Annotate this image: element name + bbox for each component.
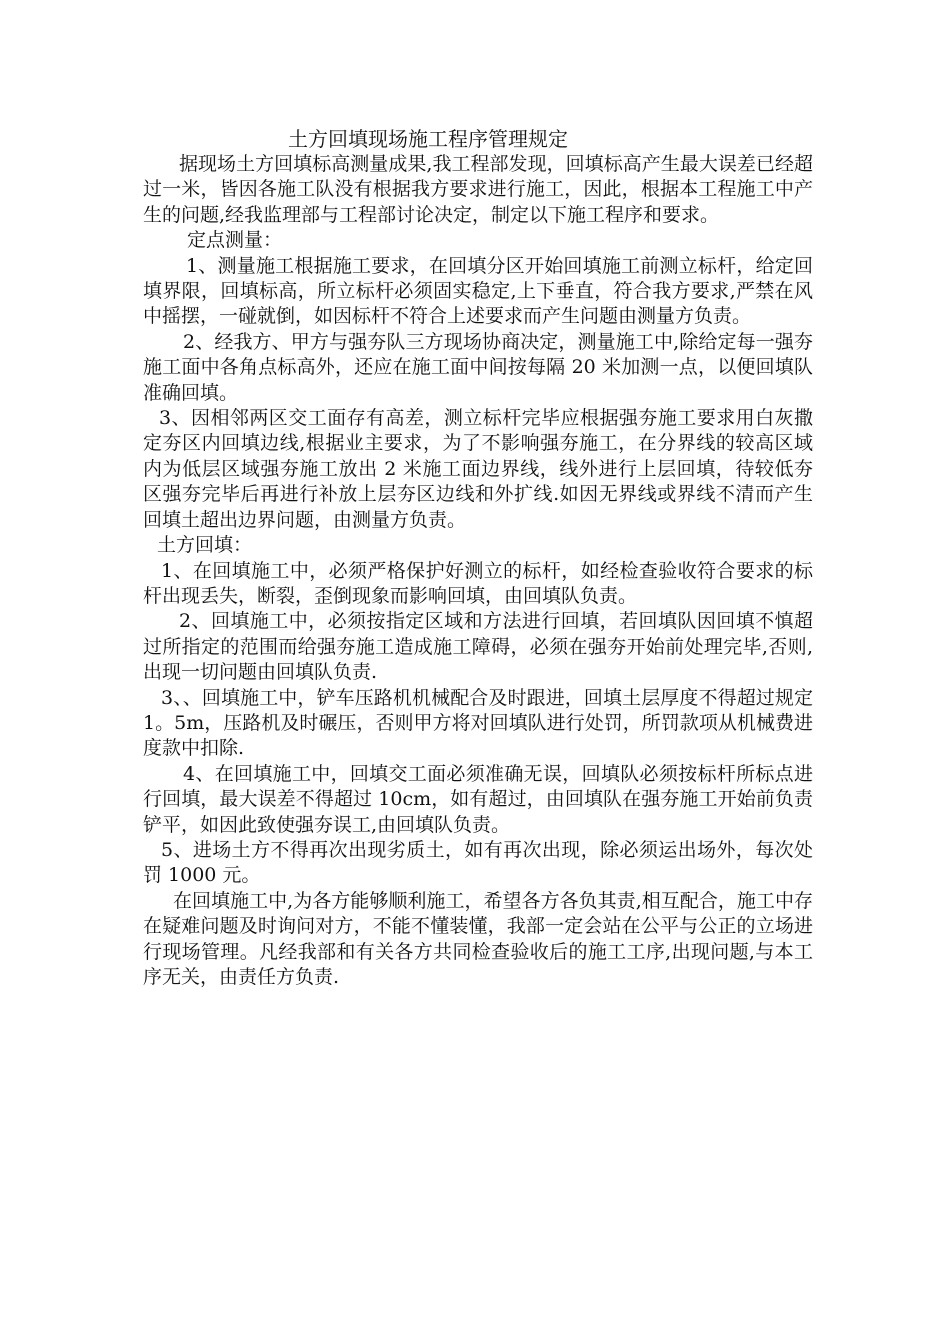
- backfill-item-4: 4、在回填施工中，回填交工面必须准确无误，回填队必须按标杆所标点进行回填，最大误差不得超过 10cm，如有超过，由回填队在强夯施工开始前负责铲平，如因此致使强夯误工,由回填队负责。: [143, 762, 813, 836]
- document-title: 土方回填现场施工程序管理规定: [288, 127, 568, 151]
- backfill-item-2: 2、回填施工中，必须按指定区域和方法进行回填，若回填队因回填不慎超过所指定的范围而给强夯施工造成施工障碍，必须在强夯开始前处理完毕,否则,出现一切问题由回填队负责.: [143, 610, 813, 684]
- section-heading-survey: 定点测量：: [187, 229, 283, 252]
- closing-paragraph: 在回填施工中,为各方能够顺利施工，希望各方各负其责,相互配合，施工中存在疑难问题及时询问对方，不能不懂装懂，我部一定会站在公平与公正的立场进行现场管理。凡经我部和有关各方共同检查验收后的施工工序,出现问题,与本工序无关，由责任方负责.: [143, 889, 813, 988]
- document-page: [143, 126, 813, 990]
- intro-paragraph: 据现场土方回填标高测量成果,我工程部发现，回填标高产生最大误差已经超过一米，皆因各施工队没有根据我方要求进行施工，因此，根据本工程施工中产生的问题,经我监理部与工程部讨论决定，制定以下施工程序和要求。: [143, 153, 813, 226]
- survey-item-2: 2、经我方、甲方与强夯队三方现场协商决定，测量施工中,除给定每一强夯施工面中各角点标高外，还应在施工面中间按每隔 20 米加测一点，以便回填队准确回填。: [143, 330, 813, 404]
- backfill-item-5: 5、进场土方不得再次出现劣质土，如有再次出现，除必须运出场外，每次处罚 1000 元。: [143, 838, 813, 887]
- survey-item-1: 1、测量施工根据施工要求，在回填分区开始回填施工前测立标杆，给定回填界限，回填标高，所立标杆必须固实稳定,上下垂直，符合我方要求,严禁在风中摇摆，一碰就倒，如因标杆不符合上述要求而产生问题由测量方负责。: [143, 254, 813, 328]
- backfill-item-1: 1、在回填施工中，必须严格保护好测立的标杆，如经检查验收符合要求的标杆出现丢失，断裂，歪倒现象而影响回填，由回填队负责。: [143, 559, 813, 607]
- section-heading-backfill: 土方回填：: [157, 534, 253, 557]
- survey-item-3: 3、因相邻两区交工面存有高差，测立标杆完毕应根据强夯施工要求用白灰撒定夯区内回填边线,根据业主要求，为了不影响强夯施工，在分界线的较高区域内为低层区域强夯施工放出 2 米施工面边界线，线外进行上层回填，待较低夯区强夯完毕后再进行补放上层夯区边线和外扩线.如因无界线或界线不清而产生回填土超出边界问题，由测量方负责。: [143, 407, 813, 531]
- backfill-item-3: 3、、回填施工中，铲车压路机机械配合及时跟进，回填土层厚度不得超过规定 1。5m，压路机及时碾压，否则甲方将对回填队进行处罚，所罚款项从机械费进度款中扣除.: [143, 686, 813, 760]
